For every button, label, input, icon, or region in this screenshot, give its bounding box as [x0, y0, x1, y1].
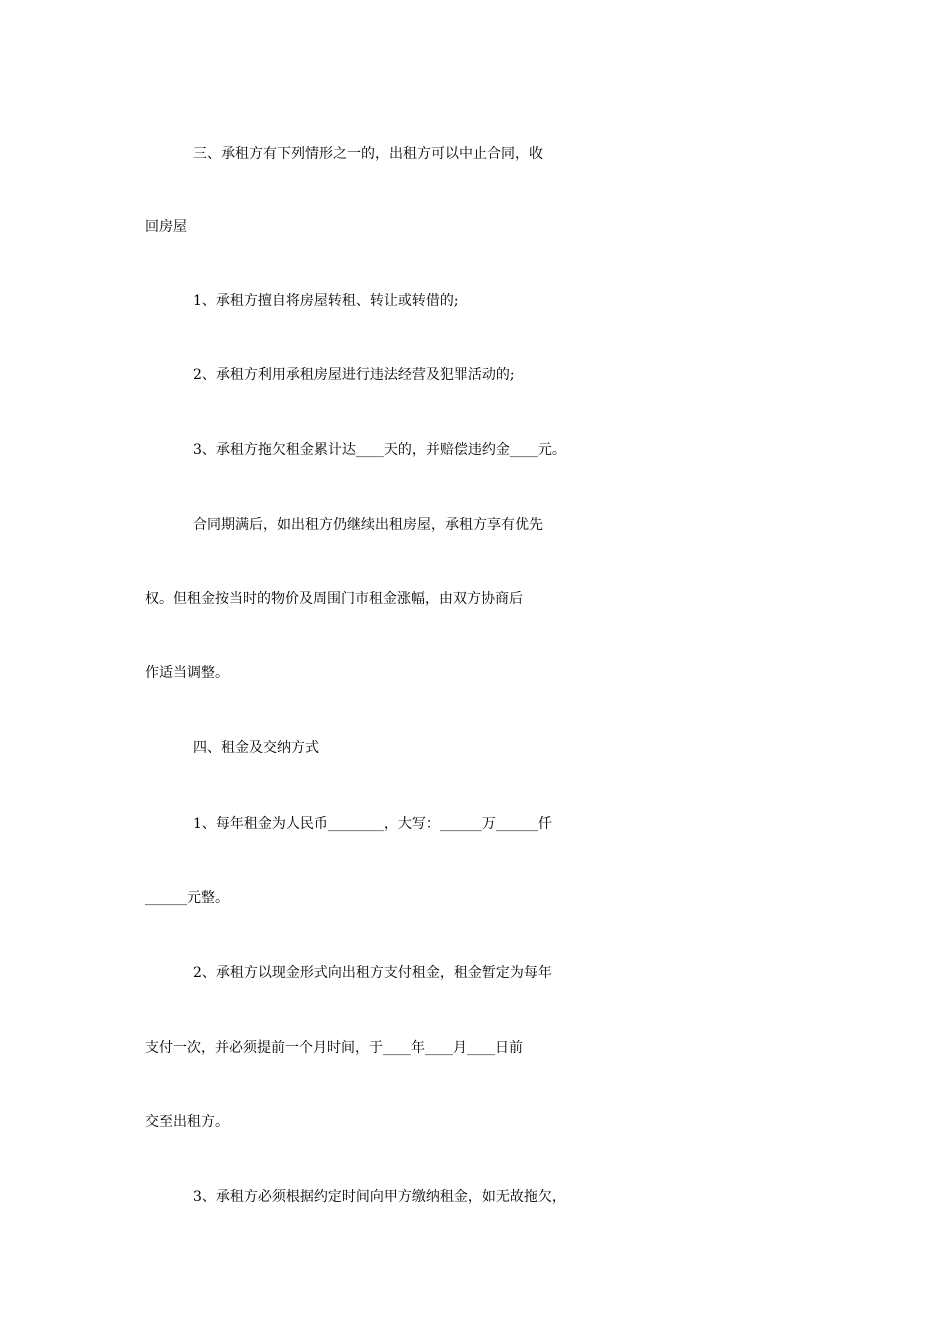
clause-3-1: 1、承租方擅自将房屋转租、转让或转借的;	[193, 293, 459, 309]
clause-4-2-cont-2: 交至出租方。	[145, 1114, 229, 1130]
clause-3-3: 3、承租方拖欠租金累计达____天的，并赔偿违约金____元。	[193, 442, 566, 458]
section-three-heading-cont: 回房屋	[145, 219, 187, 235]
section-three-heading: 三、承租方有下列情形之一的，出租方可以中止合同，收	[193, 146, 543, 162]
clause-4-3: 3、承租方必须根据约定时间向甲方缴纳租金，如无故拖欠，	[193, 1189, 566, 1205]
clause-4-1: 1、每年租金为人民币________，大写：______万______仟	[193, 816, 552, 832]
clause-3-2: 2、承租方利用承租房屋进行违法经营及犯罪活动的;	[193, 367, 515, 383]
renewal-paragraph-cont-2: 作适当调整。	[145, 665, 229, 681]
renewal-paragraph: 合同期满后，如出租方仍继续出租房屋，承租方享有优先	[193, 517, 543, 533]
section-four-heading: 四、租金及交纳方式	[193, 740, 319, 756]
clause-4-2-cont-1: 支付一次，并必须提前一个月时间，于____年____月____日前	[145, 1040, 523, 1056]
renewal-paragraph-cont-1: 权。但租金按当时的物价及周围门市租金涨幅，由双方协商后	[145, 591, 523, 607]
clause-4-1-cont: ______元整。	[145, 890, 229, 906]
clause-4-2: 2、承租方以现金形式向出租方支付租金，租金暂定为每年	[193, 965, 552, 981]
